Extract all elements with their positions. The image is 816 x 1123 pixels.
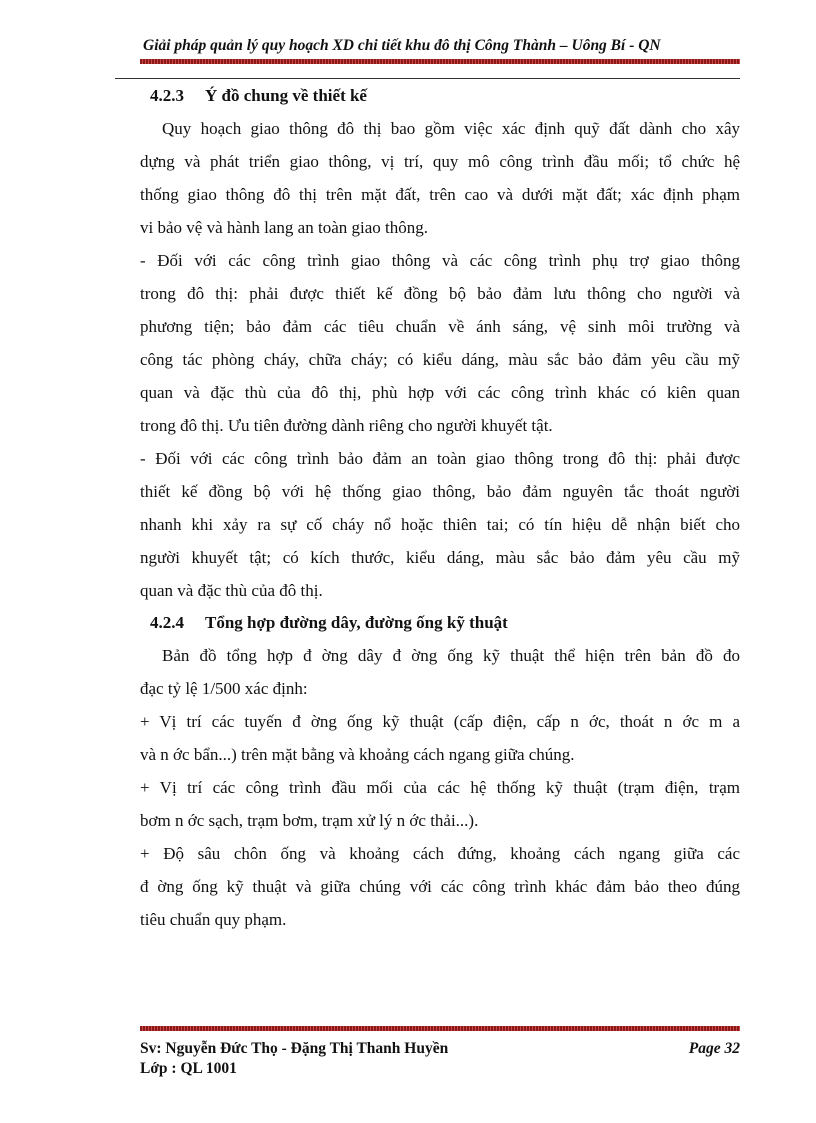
paragraph-line: thống giao thông đô thị trên mặt đất, trên cao và dưới mặt đất; xác định phạm	[140, 185, 740, 204]
footer-rule	[140, 1026, 740, 1031]
paragraph-line: đ ờng ống kỹ thuật và giữa chúng với các công trình khác đảm bảo theo đúng	[140, 877, 740, 896]
paragraph-line: + Độ sâu chôn ống và khoảng cách đứng, khoảng cách ngang giữa các	[140, 844, 740, 863]
section-title: Tổng hợp đường dây, đường ống kỹ thuật	[205, 613, 508, 632]
paragraph-line: trong đô thị: phải được thiết kế đồng bộ bảo đảm lưu thông cho người và	[140, 284, 740, 303]
paragraph-line: Quy hoạch giao thông đô thị bao gồm việc xác định quỹ đất dành cho xây	[162, 119, 740, 138]
paragraph-line: người khuyết tật; có kích thước, kiểu dáng, màu sắc bảo đảm yêu cầu mỹ	[140, 548, 740, 567]
section-number: 4.2.4	[150, 613, 184, 632]
paragraph-line: công tác phòng cháy, chữa cháy; có kiểu dáng, màu sắc bảo đảm yêu cầu mỹ	[140, 350, 740, 369]
paragraph-line: phương tiện; bảo đảm các tiêu chuẩn về ánh sáng, vệ sinh môi trường và	[140, 317, 740, 336]
paragraph-line: trong đô thị. Ưu tiên đường dành riêng cho người khuyết tật.	[140, 416, 553, 435]
paragraph-line: + Vị trí các tuyến đ ờng ống kỹ thuật (cấp điện, cấp n ớc, thoát n ớc m a	[140, 712, 740, 731]
paragraph-line: đạc tỷ lệ 1/500 xác định:	[140, 679, 308, 698]
paragraph-line: vi bảo vệ và hành lang an toàn giao thông.	[140, 218, 428, 237]
page-number: Page 32	[688, 1040, 740, 1057]
paragraph-line: Bản đồ tổng hợp đ ờng dây đ ờng ống kỹ thuật thể hiện trên bản đồ đo	[162, 646, 740, 665]
paragraph-line: dựng và phát triển giao thông, vị trí, quy mô công trình đầu mối; tổ chức hệ	[140, 152, 740, 171]
header-thin-rule	[115, 78, 740, 79]
section-heading-4-2-4	[140, 607, 740, 639]
section-heading-4-2-3	[140, 80, 740, 112]
paragraph-line: - Đối với các công trình giao thông và các công trình phụ trợ giao thông	[140, 251, 740, 270]
footer-class: Lớp : QL 1001	[140, 1060, 237, 1077]
paragraph-line: bơm n ớc sạch, trạm bơm, trạm xử lý n ớc thải...).	[140, 811, 479, 830]
paragraph-line: thiết kế đồng bộ với hệ thống giao thông, bảo đảm nguyên tắc thoát người	[140, 482, 740, 501]
paragraph-line: - Đối với các công trình bảo đảm an toàn giao thông trong đô thị: phải được	[140, 449, 740, 468]
paragraph-line: và n ớc bẩn...) trên mặt bằng và khoảng cách ngang giữa chúng.	[140, 745, 575, 764]
footer-authors: Sv: Nguyễn Đức Thọ - Đặng Thị Thanh Huyền	[140, 1040, 449, 1057]
header-rule	[140, 59, 740, 64]
paragraph-line: quan và đặc thù của đô thị.	[140, 581, 323, 600]
section-title: Ý đồ chung về thiết kế	[205, 86, 367, 105]
paragraph-line: + Vị trí các công trình đầu mối của các hệ thống kỹ thuật (trạm điện, trạm	[140, 778, 740, 797]
paragraph-line: quan và đặc thù của đô thị, phù hợp với các công trình khác có kiên quan	[140, 383, 740, 402]
section-number: 4.2.3	[150, 86, 184, 105]
paragraph-line: tiêu chuẩn quy phạm.	[140, 910, 287, 929]
paragraph-line: nhanh khi xảy ra sự cố cháy nổ hoặc thiên tai; có tín hiệu dễ nhận biết cho	[140, 515, 740, 534]
header-title: Giải pháp quản lý quy hoạch XD chi tiết khu đô thị Công Thành – Uông Bí - QN	[143, 37, 661, 54]
document-body	[140, 80, 740, 936]
